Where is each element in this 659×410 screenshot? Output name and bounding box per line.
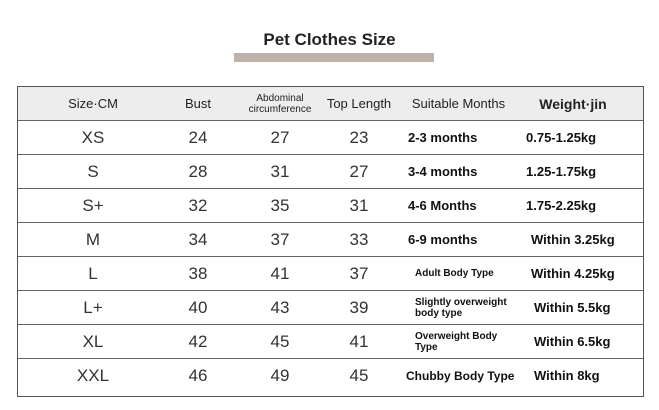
- header-top-length: Top Length: [326, 96, 392, 111]
- cell-abdominal: 41: [270, 263, 290, 283]
- table-row: [18, 155, 643, 189]
- cell-bust: 38: [188, 263, 208, 283]
- cell-top-length: 37: [349, 263, 369, 283]
- cell-abdominal: 35: [270, 195, 290, 215]
- cell-bust: 42: [188, 331, 208, 351]
- cell-abdominal: 43: [270, 297, 290, 317]
- cell-size: XS: [81, 127, 105, 147]
- page-title: Pet Clothes Size: [263, 30, 396, 49]
- table-header-row: [18, 87, 643, 121]
- table-row: [18, 189, 643, 223]
- cell-abdominal: 27: [270, 127, 290, 147]
- cell-bust: 28: [188, 161, 208, 181]
- cell-top-length: 27: [349, 161, 369, 181]
- title-underline-bar: [234, 53, 434, 62]
- cell-weight: 0.75-1.25kg: [526, 130, 597, 145]
- cell-weight: Within 4.25kg: [531, 266, 615, 281]
- cell-abdominal: 31: [270, 161, 290, 181]
- table-row: [18, 359, 643, 393]
- cell-weight: Within 6.5kg: [534, 334, 611, 349]
- table-row: [18, 223, 643, 257]
- cell-weight: Within 8kg: [534, 368, 600, 383]
- cell-top-length: 39: [349, 297, 369, 317]
- table-row: [18, 325, 643, 359]
- cell-top-length: 33: [349, 229, 369, 249]
- cell-abdominal: 37: [270, 229, 290, 249]
- cell-top-length: 45: [349, 365, 369, 385]
- cell-months: Slightly overweight body type: [415, 296, 507, 319]
- table-row: [18, 291, 643, 325]
- cell-abdominal: 45: [270, 331, 290, 351]
- header-abdominal: Abdominal circumference: [248, 92, 312, 115]
- cell-months: 6-9 months: [408, 232, 478, 247]
- cell-weight: Within 5.5kg: [534, 300, 611, 315]
- cell-bust: 24: [188, 127, 208, 147]
- cell-weight: 1.25-1.75kg: [526, 164, 597, 179]
- cell-size: XXL: [76, 365, 110, 385]
- cell-top-length: 41: [349, 331, 369, 351]
- cell-size: L+: [83, 297, 103, 317]
- table-row: [18, 121, 643, 155]
- cell-abdominal: 49: [270, 365, 290, 385]
- cell-weight: 1.75-2.25kg: [526, 198, 597, 213]
- cell-months: Adult Body Type: [415, 268, 494, 279]
- header-weight: Weight·jin: [539, 95, 607, 112]
- cell-months: 2-3 months: [408, 130, 478, 145]
- cell-size: M: [85, 229, 101, 249]
- cell-size: S: [87, 161, 99, 181]
- header-suitable-months: Suitable Months: [411, 96, 506, 111]
- cell-top-length: 23: [349, 127, 369, 147]
- cell-months: Overweight Body Type: [415, 330, 498, 353]
- cell-size: L: [88, 263, 98, 283]
- cell-bust: 46: [188, 365, 208, 385]
- cell-months: Chubby Body Type: [406, 368, 515, 383]
- cell-months: 3-4 months: [408, 164, 478, 179]
- cell-size: XL: [82, 331, 104, 351]
- cell-top-length: 31: [349, 195, 369, 215]
- cell-bust: 32: [188, 195, 208, 215]
- header-bust: Bust: [184, 96, 211, 111]
- cell-bust: 34: [188, 229, 208, 249]
- cell-months: 4-6 Months: [408, 198, 477, 213]
- cell-weight: Within 3.25kg: [531, 232, 615, 247]
- size-table: [17, 86, 644, 397]
- cell-bust: 40: [188, 297, 208, 317]
- cell-size: S+: [82, 195, 104, 215]
- header-size: Size·CM: [68, 96, 118, 111]
- table-row: [18, 257, 643, 291]
